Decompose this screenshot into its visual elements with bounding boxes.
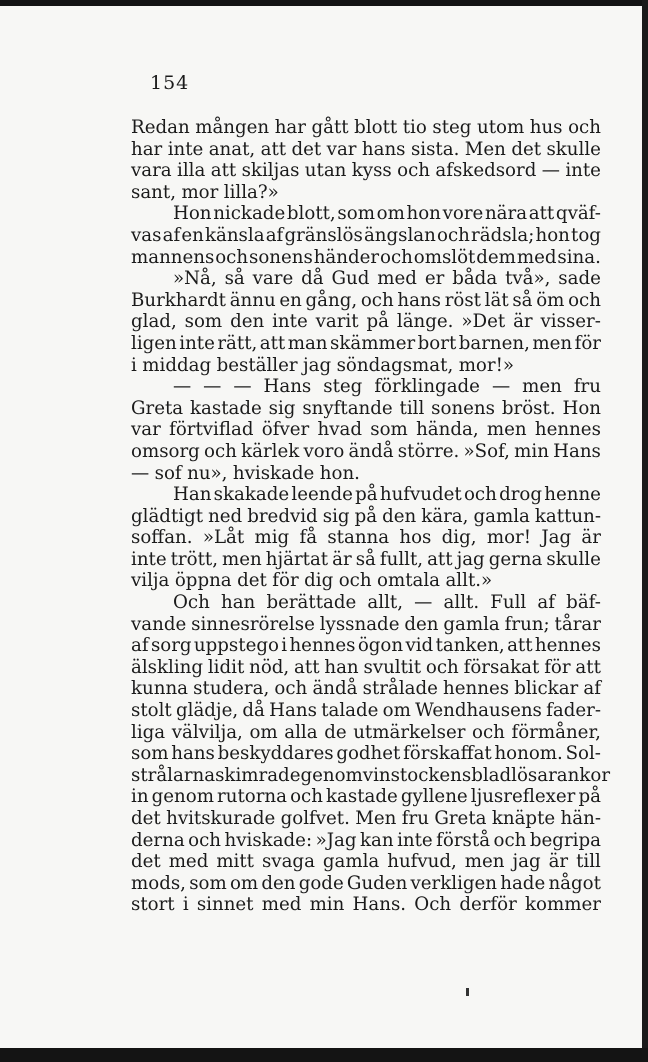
text-line: Greta kastade sig snyftande till sonens bröst. Hon [131,397,601,419]
text-line: vas af en känsla af gränslös ängslan och rädsla; hon tog [131,224,601,246]
text-line: Han skakade leende på hufvudet och drog henne [173,484,601,506]
text-line: Hon nickade blott, som om hon vore nära att qväf- [173,203,601,225]
text-line: det med mitt svaga gamla hufvud, men jag är till [131,851,601,873]
text-line: in genom rutorna och kastade gyllene ljusreflexer på [131,786,601,808]
text-line: i middag beställer jag söndagsmat, mor!» [131,354,515,376]
text-line: stort i sinnet med min Hans. Och derför kommer [131,894,601,916]
body-text [131,117,611,916]
text-line: inte trött, men hjärtat är så fullt, att jag gerna skulle [131,548,601,570]
text-line: vilja öppna det för dig och omtala allt.» [131,570,493,592]
text-line: det hvitskurade golfvet. Men fru Greta knäpte hän- [131,808,601,829]
text-line: älskling lidit nöd, att han svultit och försakat för att [131,656,601,678]
text-line: — — — Hans steg förklingade — men fru [173,376,601,398]
text-line: Burkhardt ännu en gång, och hans röst lät så öm och [131,289,601,311]
scan-border-right [642,0,648,1062]
text-line: mannens och sonens händer och omslöt dem med sina. [131,246,601,268]
text-line: vande sinnesrörelse lyssnade den gamla frun; tårar [131,613,601,635]
text-line: derna och hviskade: »Jag kan inte förstå och begripa [131,829,601,851]
text-line: Och han berättade allt, — allt. Full af bäf- [173,592,601,614]
text-line: soffan. »Låt mig få stanna hos dig, mor! Jag är [131,527,601,549]
text-line: glad, som den inte varit på länge. »Det är visser- [131,311,601,333]
ink-speck [466,988,469,996]
text-line: glädtigt ned bredvid sig på den kära, gamla kattun- [131,505,601,527]
text-line: stolt glädje, då Hans talade om Wendhausens fader- [131,700,601,722]
text-line: som hans beskyddares godhet förskaffat honom. Sol- [131,743,601,765]
text-line: sant, mor lilla?» [131,181,279,203]
page-number: 154 [150,72,190,94]
scan-border-bottom [0,1048,648,1062]
text-line: liga välvilja, om alla de utmärkelser och förmåner, [131,721,601,743]
text-line: Redan mången har gått blott tio steg utom hus och [131,117,601,138]
text-line: af sorg uppstego i hennes ögon vid tanken, att hennes [131,635,601,657]
text-line: — sof nu», hviskade hon. [131,462,360,484]
text-line: ligen inte rätt, att man skämmer bort barnen, men för [131,332,601,354]
text-line: vara illa att skiljas utan kyss och afskedsord — inte [131,160,601,182]
text-line: kunna studera, och ändå strålade hennes blickar af [131,678,601,700]
text-line: »Nå, så vare då Gud med er båda två», sade [173,268,601,290]
text-line: har inte anat, att det var hans sista. Men det skulle [131,138,601,160]
text-line: mods, som om den gode Guden verkligen hade något [131,872,601,894]
text-line: strålarna skimrade genom vinstockens bladlösa rankor [131,764,611,786]
text-line: var förtviflad öfver hvad som hända, men hennes [131,419,601,441]
text-line: omsorg och kärlek voro ändå större. »Sof, min Hans [131,440,601,462]
